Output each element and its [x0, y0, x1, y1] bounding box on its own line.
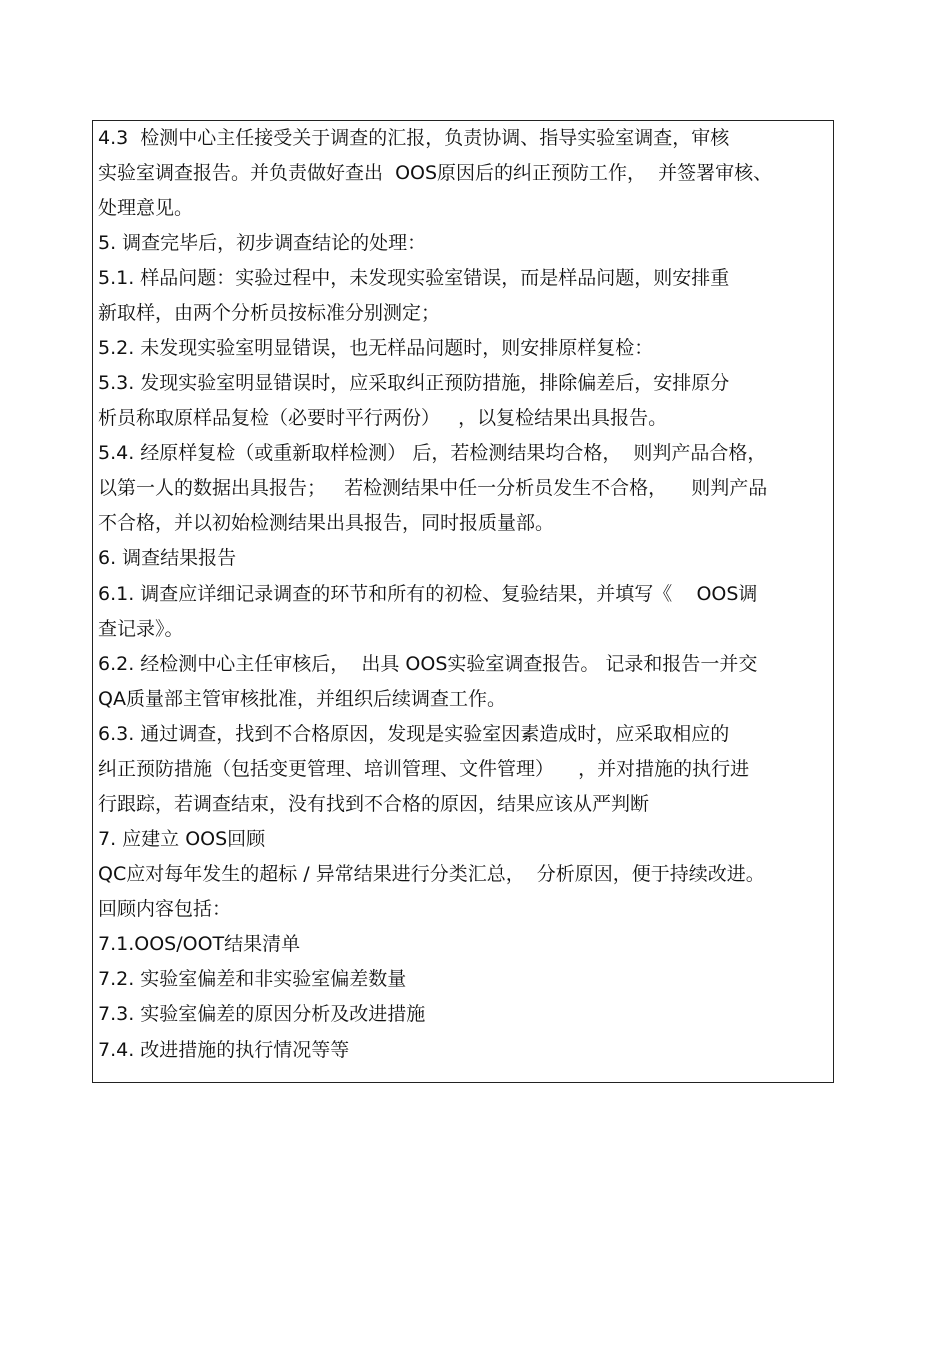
text-line-1: 4.3 检测中心主任接受关于调查的汇报，负责协调、指导实验室调查，审核 [98, 127, 730, 149]
text-line-15: 查记录》。 [98, 618, 184, 640]
text-line-18: 6.3. 通过调查，找到不合格原因，发现是实验室因素造成时，应采取相应的 [98, 723, 730, 745]
text-line-17: QA质量部主管审核批准，并组织后续调查工作。 [98, 688, 506, 710]
text-line-25: 7.2. 实验室偏差和非实验室偏差数量 [98, 968, 407, 990]
text-line-16: 6.2. 经检测中心主任审核后， 出具 OOS实验室调查报告。 记录和报告一并交 [98, 653, 758, 675]
text-line-5: 5.1. 样品问题：实验过程中，未发现实验室错误，而是样品问题，则安排重 [98, 267, 730, 289]
text-line-20: 行跟踪，若调查结束，没有找到不合格的原因，结果应该从严判断 [98, 793, 650, 815]
text-line-19: 纠正预防措施（包括变更管理、培训管理、文件管理） ，并对措施的执行进 [98, 758, 750, 780]
text-line-21: 7. 应建立 OOS回顾 [98, 828, 266, 850]
text-line-3: 处理意见。 [98, 197, 194, 219]
text-line-8: 5.3. 发现实验室明显错误时，应采取纠正预防措施，排除偏差后，安排原分 [98, 372, 730, 394]
text-line-9: 析员称取原样品复检（必要时平行两份） ，以复检结果出具报告。 [98, 407, 668, 429]
text-line-24: 7.1.OOS/OOT结果清单 [98, 933, 301, 955]
text-line-23: 回顾内容包括： [98, 898, 232, 920]
text-line-13: 6. 调查结果报告 [98, 547, 237, 569]
text-line-4: 5. 调查完毕后，初步调查结论的处理： [98, 232, 427, 254]
text-line-27: 7.4. 改进措施的执行情况等等 [98, 1039, 350, 1061]
text-line-6: 新取样，由两个分析员按标准分别测定； [98, 302, 441, 324]
text-line-22: QC应对每年发生的超标 / 异常结果进行分类汇总， 分析原因，便于持续改进。 [98, 863, 765, 885]
text-line-2: 实验室调查报告。并负责做好查出 OOS原因后的纠正预防工作， 并签署审核、 [98, 162, 773, 184]
text-line-10: 5.4. 经原样复检（或重新取样检测） 后，若检测结果均合格， 则判产品合格， [98, 442, 767, 464]
text-line-14: 6.1. 调查应详细记录调查的环节和所有的初检、复验结果，并填写《 OOS调 [98, 583, 758, 605]
text-line-11: 以第一人的数据出具报告； 若检测结果中任一分析员发生不合格， 则判产品 [98, 477, 768, 499]
text-line-12: 不合格，并以初始检测结果出具报告，同时报质量部。 [98, 512, 555, 534]
text-line-26: 7.3. 实验室偏差的原因分析及改进措施 [98, 1003, 426, 1025]
text-line-7: 5.2. 未发现实验室明显错误，也无样品问题时，则安排原样复检： [98, 337, 654, 359]
